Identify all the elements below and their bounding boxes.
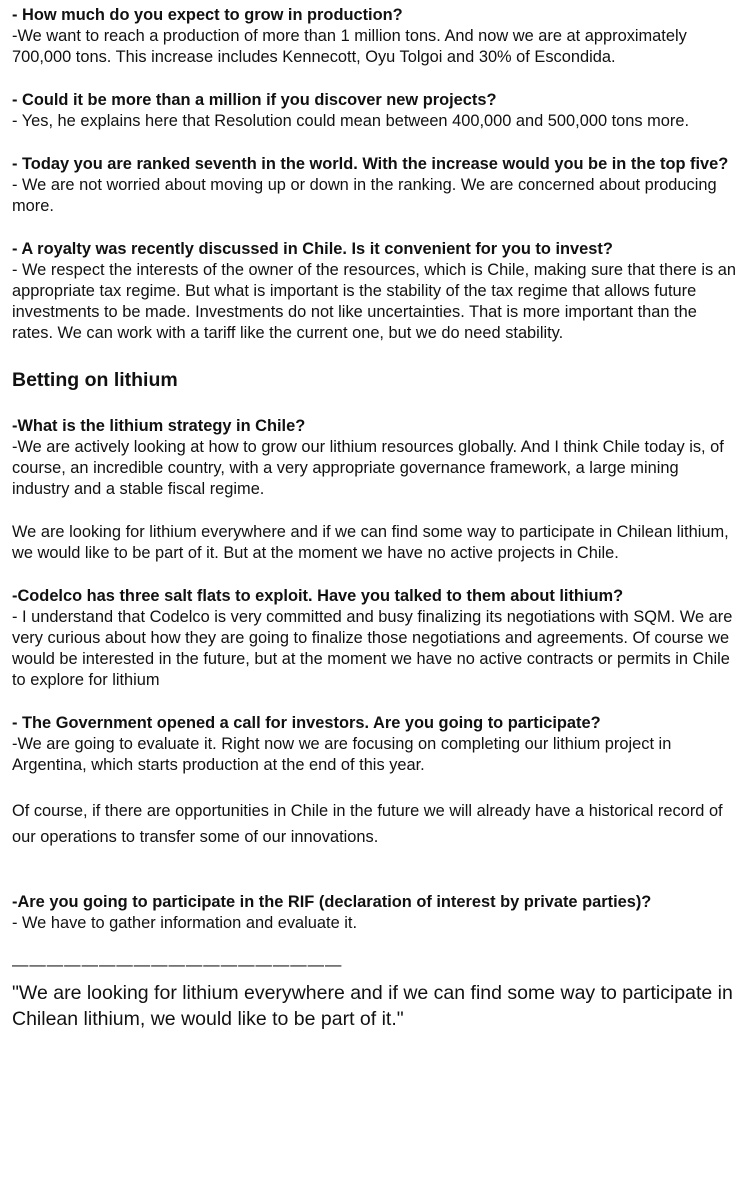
divider: ——————————————————— (12, 956, 343, 974)
answer: -We are actively looking at how to grow our lithium resources globally. And I think Chile today is, of course, an incredible country, with a very appropriate governance framework, a large mining industry and a stable fiscal regime. (12, 438, 724, 498)
question: -Codelco has three salt flats to exploit. Have you talked to them about lithium? (12, 587, 624, 605)
answer: - Yes, he explains here that Resolution could mean between 400,000 and 500,000 tons more. (12, 112, 690, 130)
paragraph: Of course, if there are opportunities in Chile in the future we will already have a historical record of our operations to transfer some of our innovations. (12, 802, 723, 846)
question: -Are you going to participate in the RIF (declaration of interest by private parties)? (12, 893, 652, 911)
answer: - We have to gather information and evaluate it. (12, 914, 358, 932)
answer: -We want to reach a production of more than 1 million tons. And now we are at approximately 700,000 tons. This increase includes Kennecott, Oyu Tolgoi and 30% of Escondida. (12, 27, 687, 66)
question: -What is the lithium strategy in Chile? (12, 417, 306, 435)
question: - The Government opened a call for investors. Are you going to participate? (12, 714, 601, 732)
question: - Could it be more than a million if you discover new projects? (12, 91, 497, 109)
question: - A royalty was recently discussed in Chile. Is it convenient for you to invest? (12, 240, 613, 258)
answer: - We are not worried about moving up or down in the ranking. We are concerned about producing more. (12, 176, 717, 215)
pull-quote: "We are looking for lithium everywhere and if we can find some way to participate in Chilean lithium, we would like to be part of it." (12, 982, 733, 1030)
qa-block-million (12, 90, 738, 132)
qa-block-government-call (12, 713, 738, 776)
answer: - I understand that Codelco is very committed and busy finalizing its negotiations with SQM. We are very curious about how they are going to finalize those negotiations and agreements. Of course we would be interested in the future, but at the moment we have no active contracts or permits in Chile to explore for lithium (12, 608, 733, 689)
paragraph: We are looking for lithium everywhere and if we can find some way to participate in Chilean lithium, we would like to be part of it. But at the moment we have no active projects in Chile. (12, 523, 729, 562)
qa-block-royalty (12, 239, 738, 344)
answer: - We respect the interests of the owner of the resources, which is Chile, making sure that there is an appropriate tax regime. But what is important is the stability of the tax regime that allows future investments to be made. Investments do not like uncertainties. That is more important than the rates. We can work with a tariff like the current one, but we do need stability. (12, 261, 736, 342)
qa-block-ranking (12, 154, 738, 217)
qa-block-growth (12, 5, 738, 68)
spacer (12, 872, 738, 892)
question: - How much do you expect to grow in production? (12, 6, 403, 24)
qa-block-lithium-strategy (12, 416, 738, 500)
question: - Today you are ranked seventh in the world. With the increase would you be in the top five? (12, 155, 729, 173)
answer: -We are going to evaluate it. Right now we are focusing on completing our lithium project in Argentina, which starts production at the end of this year. (12, 735, 672, 774)
qa-block-codelco (12, 586, 738, 691)
section-heading: Betting on lithium (12, 369, 178, 391)
qa-block-rif (12, 892, 738, 934)
